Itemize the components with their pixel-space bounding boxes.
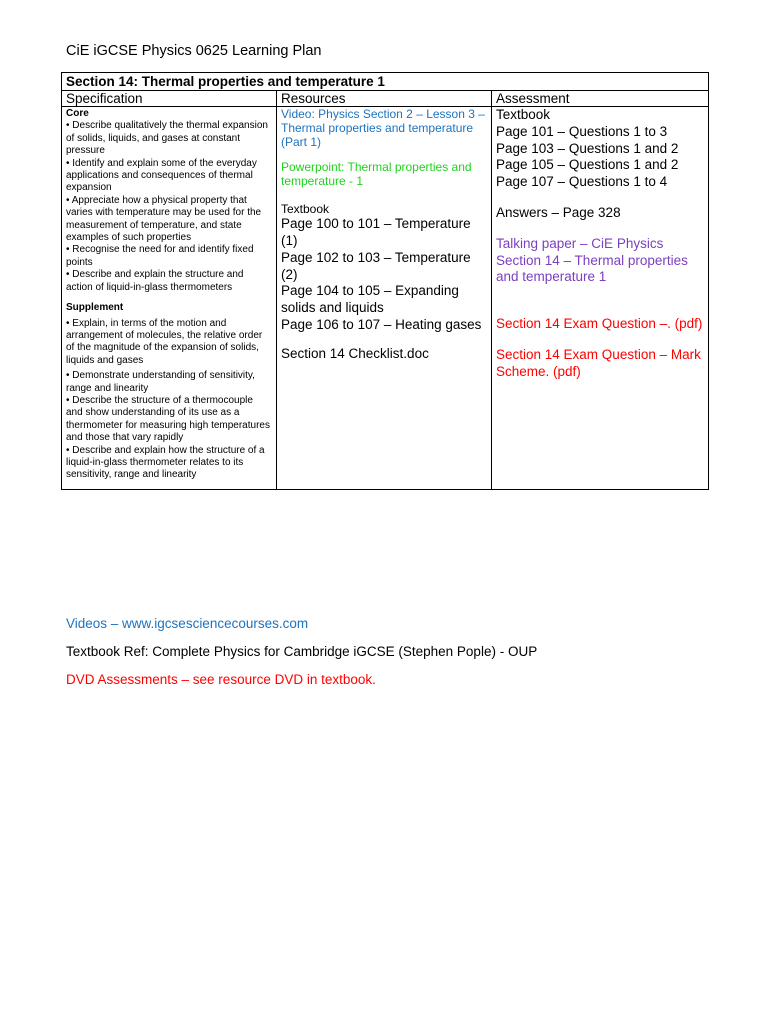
question-range: Page 105 – Questions 1 and 2 [496,157,679,173]
textbook-label: Textbook [281,202,330,217]
core-item: • Describe and explain the structure and action of liquid-in-glass thermometers [66,269,244,293]
assessment-cell [492,107,709,490]
resources-cell [277,107,492,490]
question-range: Page 101 – Questions 1 to 3 [496,123,668,139]
mark-scheme-link[interactable]: Section 14 Exam Question – Mark Scheme. (pdf) [496,346,701,379]
core-item: • Recognise the need for and identify fixed points [66,244,254,268]
core-item: • Describe qualitatively the thermal expansion of solids, liquids, and gases at constant pressure [66,120,268,157]
textbook-page: Page 104 to 105 – Expanding solids and liquids [281,283,459,316]
dvd-assessments-note: DVD Assessments – see resource DVD in textbook. [66,672,376,687]
answers-ref: Answers – Page 328 [496,204,621,220]
column-header-row [62,91,709,107]
learning-plan-table [61,72,709,490]
question-range: Page 103 – Questions 1 and 2 [496,140,679,156]
header-assessment: Assessment [492,91,709,107]
specification-cell [62,107,277,490]
videos-website-link[interactable]: Videos – www.igcsesciencecourses.com [66,616,309,631]
section-title: Section 14: Thermal properties and temperature 1 [62,73,709,91]
supplement-item: • Describe and explain how the structure of a liquid-in-glass thermometer relates to its sensitivity, range and linearity [66,444,265,481]
core-item: • Appreciate how a physical property that varies with temperature may be used for the measurement of temperature, and state examples of such properties [66,194,262,244]
section-header-row [62,73,709,91]
document-title: CiE iGCSE Physics 0625 Learning Plan [66,43,322,59]
assessment-textbook-label: Textbook [496,107,551,122]
question-range: Page 107 – Questions 1 to 4 [496,174,668,190]
checklist-link[interactable]: Section 14 Checklist.doc [281,345,429,361]
talking-paper-link[interactable]: Talking paper – CiE Physics Section 14 – Thermal properties and temperature 1 [496,235,688,285]
supplement-item: • Describe the structure of a thermocouple and show understanding of its use as a thermometer for measuring high temperatures and those that vary rapidly [66,394,270,444]
supplement-label: Supplement [66,302,124,314]
core-item: • Identify and explain some of the everyday applications and consequences of thermal expansion [66,157,257,194]
textbook-reference: Textbook Ref: Complete Physics for Cambridge iGCSE (Stephen Pople) - OUP [66,644,538,659]
exam-question-link[interactable]: Section 14 Exam Question –. (pdf) [496,316,703,332]
powerpoint-link[interactable]: Powerpoint: Thermal properties and temperature - 1 [281,159,472,188]
textbook-page: Page 100 to 101 – Temperature (1) [281,216,471,249]
supplement-item: • Explain, in terms of the motion and arrangement of molecules, the relative order of the magnitude of the expansion of solids, liquids and gases [66,317,263,366]
core-label: Core [66,108,89,119]
textbook-page: Page 102 to 103 – Temperature (2) [281,249,471,282]
supplement-item: • Demonstrate understanding of sensitivity, range and linearity [66,370,255,394]
video-link[interactable]: Video: Physics Section 2 – Lesson 3 – Thermal properties and temperature (Part 1) [281,107,485,150]
content-row [62,107,709,490]
header-specification: Specification [62,91,277,107]
textbook-page: Page 106 to 107 – Heating gases [281,317,482,332]
header-resources: Resources [277,91,492,107]
